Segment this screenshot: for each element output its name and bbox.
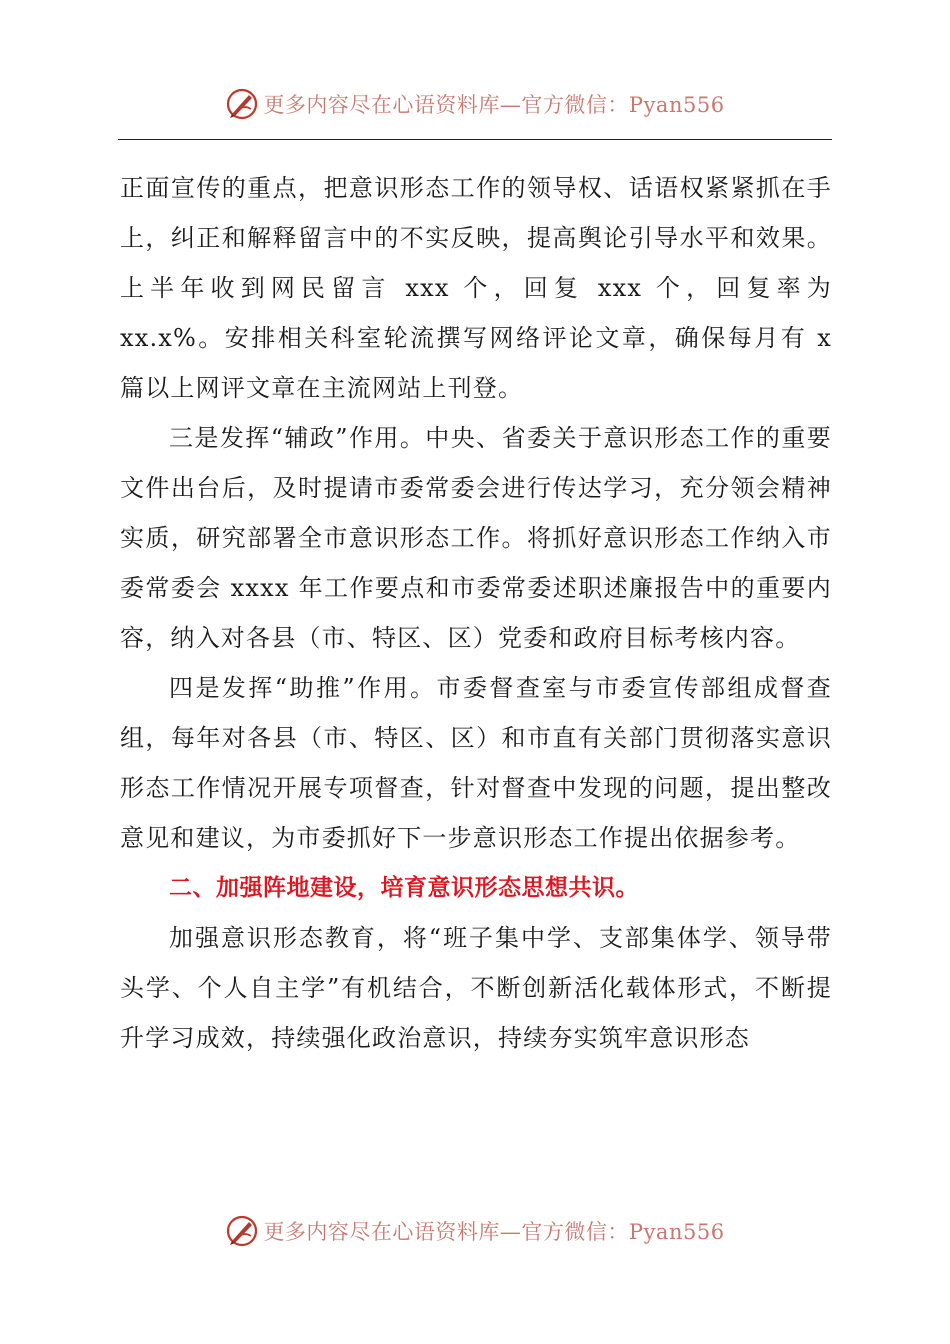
pen-circle-logo-icon [225,87,259,121]
section-heading-two: 二、加强阵地建设，培育意识形态思想共识。 [169,875,639,901]
header-banner [0,80,950,128]
paragraph-section-two: 加强意识形态教育，将“班子集中学、支部集体学、领导带头学、个人自主学”有机结合，不断创新活化载体形式，不断提升学习成效，持续强化政治意识，持续夯实筑牢意识形态 [120,924,832,1052]
paragraph-continuation: 正面宣传的重点，把意识形态工作的领导权、话语权紧紧抓在手上，纠正和解释留言中的不实反映，提高舆论引导水平和效果。上半年收到网民留言 xxx 个，回复 xxx 个，回复率为 xx.x%。安排相关科室轮流撰写网络评论文章，确保每月有 x 篇以上网评文章在主流网站上刊登。 [120,174,832,402]
banner-text: 更多内容尽在心语资料库—官方微信：Pyan556 [263,93,725,117]
header-divider [118,139,832,140]
paragraph-third-point: 三是发挥“辅政”作用。中央、省委关于意识形态工作的重要文件出台后，及时提请市委常委会进行传达学习，充分领会精神实质，研究部署全市意识形态工作。将抓好意识形态工作纳入市委常委会 xxxx 年工作要点和市委常委述职述廉报告中的重要内容，纳入对各县（市、特区、区）党委和政府目标考核内容。 [120,424,832,652]
pen-circle-logo-icon [225,1214,259,1248]
document-body [120,163,832,1063]
banner-text: 更多内容尽在心语资料库—官方微信：Pyan556 [263,1220,725,1244]
footer-banner [0,1207,950,1255]
paragraph-fourth-point: 四是发挥“助推”作用。市委督查室与市委宣传部组成督查组，每年对各县（市、特区、区）和市直有关部门贯彻落实意识形态工作情况开展专项督查，针对督查中发现的问题，提出整改意见和建议，为市委抓好下一步意识形态工作提出依据参考。 [120,674,832,852]
